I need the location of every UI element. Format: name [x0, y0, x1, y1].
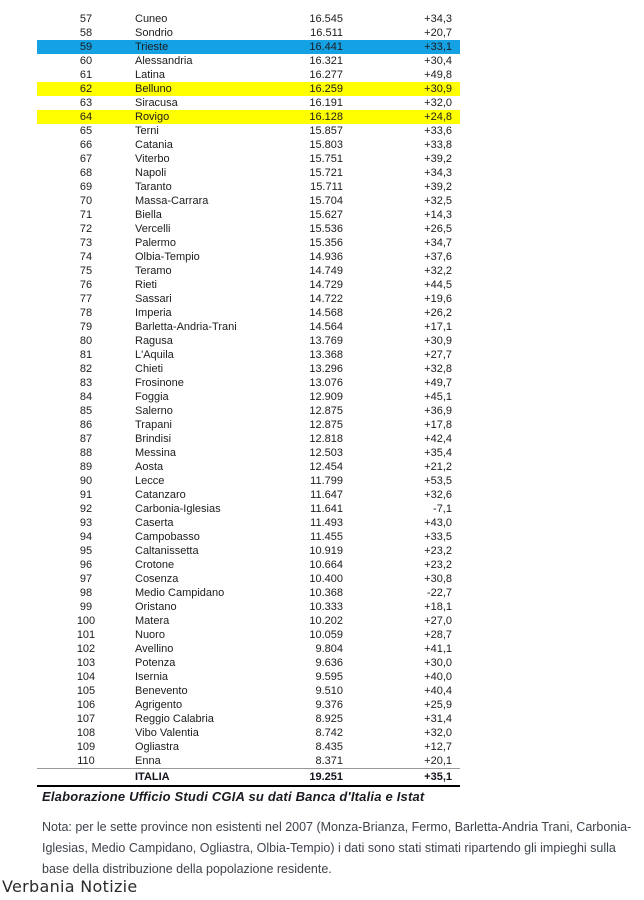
rank-cell: 58 [79, 27, 93, 39]
change-cell: +33,8 [424, 139, 452, 151]
value-cell: 11.455 [310, 531, 343, 543]
province-cell: Foggia [135, 391, 169, 403]
province-cell: Imperia [135, 307, 172, 319]
value-cell: 14.564 [309, 321, 343, 333]
change-cell: +30,4 [424, 55, 452, 67]
table-row [37, 320, 460, 334]
value-cell: 15.627 [309, 209, 343, 221]
rank-cell: 65 [79, 125, 93, 137]
table-row [37, 334, 460, 348]
change-cell: +43,0 [424, 517, 452, 529]
rank-cell: 101 [76, 629, 96, 641]
value-cell: 9.595 [315, 671, 343, 683]
note-line: base della distribuzione della popolazione residente. [42, 862, 332, 876]
rank-cell: 86 [79, 419, 93, 431]
value-cell: 10.368 [309, 587, 343, 599]
rank-cell: 94 [79, 531, 93, 543]
change-cell: +49,8 [424, 69, 452, 81]
table-row [37, 614, 460, 628]
rank-cell: 78 [79, 307, 93, 319]
table-row [37, 390, 460, 404]
change-cell: +30,0 [424, 657, 452, 669]
province-cell: Enna [135, 755, 161, 767]
value-cell: 8.742 [315, 727, 343, 739]
value-cell: 10.919 [309, 545, 343, 557]
province-cell: Frosinone [135, 377, 184, 389]
province-cell: Chieti [135, 363, 164, 375]
rank-cell: 61 [79, 69, 93, 81]
table-row [37, 432, 460, 446]
note-line: Nota: per le sette province non esistenti nel 2007 (Monza-Brianza, Fermo, Barletta-Andria Trani, Carbonia- [42, 820, 632, 834]
rank-cell: 105 [76, 685, 96, 697]
province-cell: Benevento [135, 685, 188, 697]
table-row [37, 698, 460, 712]
rank-cell: 70 [79, 195, 93, 207]
change-cell: +44,5 [424, 279, 452, 291]
rank-cell: 57 [79, 13, 93, 25]
province-cell: Messina [135, 447, 176, 459]
province-cell: Biella [135, 209, 162, 221]
value-cell: 16.191 [309, 97, 343, 109]
table-row [37, 712, 460, 726]
value-cell: 15.721 [309, 167, 343, 179]
rank-cell: 83 [79, 377, 93, 389]
province-cell: Ragusa [135, 335, 173, 347]
value-cell: 10.059 [309, 629, 343, 641]
rank-cell: 99 [79, 601, 93, 613]
table-row [37, 222, 460, 236]
province-cell: L'Aquila [135, 349, 174, 361]
rank-cell: 110 [77, 755, 95, 767]
change-cell: +21,2 [424, 461, 452, 473]
change-cell: +33,1 [424, 41, 452, 53]
value-cell: 16.259 [309, 83, 343, 95]
province-cell: Agrigento [135, 699, 183, 711]
note [42, 817, 632, 880]
table-row [37, 418, 460, 432]
value-cell: 8.435 [315, 741, 343, 753]
province-cell: Brindisi [135, 433, 172, 445]
rank-cell: 79 [79, 321, 93, 333]
province-cell: Cosenza [135, 573, 179, 585]
value-cell: 15.751 [309, 153, 343, 165]
change-cell: +49,7 [424, 377, 452, 389]
change-cell: +28,7 [424, 629, 452, 641]
value-cell: 15.536 [309, 223, 343, 235]
change-cell: +42,4 [424, 433, 452, 445]
rank-cell: 87 [79, 433, 93, 445]
change-cell: +34,7 [424, 237, 452, 249]
value-cell: 14.749 [309, 265, 343, 277]
change-cell: +23,2 [424, 545, 452, 557]
table-row [37, 488, 460, 502]
rank-cell: 60 [79, 55, 93, 67]
value-cell: 16.511 [310, 27, 343, 39]
table-row [37, 558, 460, 572]
province-cell: Nuoro [135, 629, 165, 641]
table-row [37, 656, 460, 670]
value-cell: 10.202 [309, 615, 343, 627]
table-row [37, 278, 460, 292]
table-row [37, 544, 460, 558]
site-name: Verbania Notizie [2, 877, 138, 896]
table-row [37, 586, 460, 600]
value-cell: 11.641 [310, 503, 343, 515]
value-cell: 11.647 [310, 489, 343, 501]
rank-cell: 69 [79, 181, 93, 193]
value-cell: 9.804 [315, 643, 343, 655]
table-row [37, 516, 460, 530]
value-cell: 9.636 [315, 657, 343, 669]
province-cell: Terni [135, 125, 159, 137]
value-cell: 15.857 [309, 125, 343, 137]
change-cell: +41,1 [424, 643, 452, 655]
rank-cell: 95 [79, 545, 93, 557]
change-cell: +30,9 [424, 83, 452, 95]
table-row [37, 26, 460, 40]
rank-cell: 104 [76, 671, 96, 683]
province-cell: Aosta [135, 461, 164, 473]
province-cell: Napoli [135, 167, 167, 179]
table-row [37, 502, 460, 516]
value-cell: 16.441 [309, 41, 343, 53]
rank-cell: 59 [79, 41, 93, 53]
table-body [37, 12, 460, 768]
rank-cell: 88 [79, 447, 93, 459]
province-cell: Ogliastra [135, 741, 180, 753]
province-cell: Caltanissetta [135, 545, 199, 557]
rank-cell: 96 [79, 559, 93, 571]
province-cell: Taranto [135, 181, 172, 193]
province-cell: Sassari [135, 293, 172, 305]
table-row [37, 236, 460, 250]
change-cell: +34,3 [424, 13, 452, 25]
change-cell: +14,3 [424, 209, 452, 221]
province-cell: Trapani [135, 419, 172, 431]
value-cell: 16.277 [309, 69, 343, 81]
province-cell: Avellino [135, 643, 174, 655]
value-cell: 16.321 [309, 55, 343, 67]
province-cell: Catanzaro [135, 489, 186, 501]
province-cell: Catania [135, 139, 173, 151]
rank-cell: 98 [79, 587, 93, 599]
rank-cell: 107 [76, 713, 96, 725]
province-cell: Belluno [135, 83, 172, 95]
change-cell: +36,9 [424, 405, 452, 417]
rank-cell: 84 [79, 391, 93, 403]
table-row [37, 348, 460, 362]
province-cell: Viterbo [135, 153, 170, 165]
table-row [37, 124, 460, 138]
table-row [37, 264, 460, 278]
value-cell: 15.704 [309, 195, 343, 207]
value-cell: 10.664 [309, 559, 343, 571]
table-row [37, 530, 460, 544]
value-cell: 12.909 [309, 391, 343, 403]
table-row [37, 572, 460, 586]
change-cell: +26,5 [424, 223, 452, 235]
province-cell: Vibo Valentia [135, 727, 199, 739]
change-cell: +20,7 [424, 27, 452, 39]
table-row [37, 96, 460, 110]
table-row [37, 600, 460, 614]
rank-cell: 64 [79, 111, 93, 123]
value-cell: 11.493 [310, 517, 343, 529]
value-cell: 8.371 [315, 755, 343, 767]
change-cell: -22,7 [426, 587, 452, 599]
rank-cell: 72 [79, 223, 93, 235]
change-cell: +30,8 [424, 573, 452, 585]
table-row [37, 110, 460, 124]
province-cell: Campobasso [135, 531, 200, 543]
table-row [37, 180, 460, 194]
change-cell: +17,8 [424, 419, 452, 431]
change-cell: +19,6 [424, 293, 452, 305]
change-cell: +40,0 [424, 671, 452, 683]
change-cell: +37,6 [424, 251, 452, 263]
province-cell: Oristano [135, 601, 177, 613]
province-cell: Medio Campidano [135, 587, 225, 599]
value-cell: 14.729 [309, 279, 343, 291]
value-cell: 11.799 [310, 475, 343, 487]
rank-cell: 63 [79, 97, 93, 109]
province-cell: Trieste [135, 41, 169, 53]
total-label: ITALIA [135, 771, 170, 783]
province-cell: Reggio Calabria [135, 713, 214, 725]
change-cell: +31,4 [424, 713, 452, 725]
change-cell: -7,1 [433, 503, 452, 515]
value-cell: 9.376 [315, 699, 343, 711]
change-cell: +39,2 [424, 153, 452, 165]
province-cell: Barletta-Andria-Trani [135, 321, 237, 333]
value-cell: 12.503 [309, 447, 343, 459]
change-cell: +40,4 [424, 685, 452, 697]
total-change-cell: +35,1 [424, 771, 452, 783]
rank-cell: 97 [79, 573, 93, 585]
change-cell: +39,2 [424, 181, 452, 193]
change-cell: +53,5 [424, 475, 452, 487]
change-cell: +12,7 [424, 741, 452, 753]
province-cell: Rovigo [135, 111, 170, 123]
province-cell: Carbonia-Iglesias [135, 503, 221, 515]
table-row [37, 460, 460, 474]
province-cell: Salerno [135, 405, 173, 417]
change-cell: +35,4 [424, 447, 452, 459]
value-cell: 15.356 [309, 237, 343, 249]
rank-cell: 108 [76, 727, 96, 739]
province-cell: Olbia-Tempio [135, 251, 200, 263]
rank-cell: 66 [79, 139, 93, 151]
value-cell: 16.128 [309, 111, 343, 123]
rank-cell: 80 [79, 335, 93, 347]
table-row [37, 670, 460, 684]
rank-cell: 92 [79, 503, 93, 515]
province-cell: Massa-Carrara [135, 195, 209, 207]
province-cell: Caserta [135, 517, 174, 529]
rank-cell: 109 [76, 741, 96, 753]
rank-cell: 89 [79, 461, 93, 473]
value-cell: 14.722 [309, 293, 343, 305]
change-cell: +32,6 [424, 489, 452, 501]
value-cell: 12.454 [309, 461, 343, 473]
rank-cell: 62 [79, 83, 93, 95]
table-total-row [37, 768, 460, 787]
change-cell: +33,6 [424, 125, 452, 137]
province-cell: Palermo [135, 237, 176, 249]
table-row [37, 208, 460, 222]
rank-cell: 93 [79, 517, 93, 529]
province-cell: Siracusa [135, 97, 178, 109]
change-cell: +25,9 [424, 699, 452, 711]
value-cell: 12.875 [309, 405, 343, 417]
value-cell: 12.875 [309, 419, 343, 431]
change-cell: +32,5 [424, 195, 452, 207]
value-cell: 15.803 [309, 139, 343, 151]
province-cell: Teramo [135, 265, 172, 277]
province-cell: Sondrio [135, 27, 173, 39]
table-row [37, 138, 460, 152]
table-row [37, 362, 460, 376]
value-cell: 12.818 [309, 433, 343, 445]
province-cell: Potenza [135, 657, 176, 669]
value-cell: 8.925 [315, 713, 343, 725]
table-row [37, 754, 460, 768]
table-row [37, 642, 460, 656]
value-cell: 14.936 [309, 251, 343, 263]
rank-cell: 91 [79, 489, 93, 501]
value-cell: 9.510 [315, 685, 343, 697]
change-cell: +17,1 [424, 321, 452, 333]
value-cell: 13.368 [309, 349, 343, 361]
change-cell: +32,0 [424, 97, 452, 109]
change-cell: +32,2 [424, 265, 452, 277]
change-cell: +18,1 [424, 601, 452, 613]
province-cell: Matera [135, 615, 170, 627]
value-cell: 15.711 [310, 181, 343, 193]
rank-cell: 82 [79, 363, 93, 375]
rank-cell: 71 [79, 209, 93, 221]
rank-cell: 67 [79, 153, 93, 165]
value-cell: 10.400 [309, 573, 343, 585]
rank-cell: 100 [76, 615, 96, 627]
total-value-cell: 19.251 [309, 771, 343, 783]
value-cell: 13.076 [309, 377, 343, 389]
change-cell: +24,8 [424, 111, 452, 123]
source-attribution: Elaborazione Ufficio Studi CGIA su dati Banca d'Italia e Istat [42, 789, 425, 804]
table-row [37, 628, 460, 642]
province-cell: Lecce [135, 475, 165, 487]
rank-cell: 76 [79, 279, 93, 291]
change-cell: +30,9 [424, 335, 452, 347]
value-cell: 10.333 [309, 601, 343, 613]
table-row [37, 306, 460, 320]
rank-cell: 74 [79, 251, 93, 263]
table-row [37, 40, 460, 54]
rank-cell: 75 [79, 265, 93, 277]
rank-cell: 77 [79, 293, 93, 305]
change-cell: +45,1 [424, 391, 452, 403]
table-row [37, 684, 460, 698]
table-row [37, 68, 460, 82]
rank-cell: 103 [76, 657, 96, 669]
change-cell: +20,1 [424, 755, 452, 767]
table-row [37, 166, 460, 180]
table-row [37, 152, 460, 166]
table-row [37, 250, 460, 264]
province-cell: Rieti [135, 279, 158, 291]
table-row [37, 12, 460, 26]
rank-cell: 73 [79, 237, 93, 249]
rank-cell: 102 [76, 643, 96, 655]
table-row [37, 54, 460, 68]
province-cell: Cuneo [135, 13, 168, 25]
rank-cell: 106 [76, 699, 96, 711]
value-cell: 14.568 [309, 307, 343, 319]
change-cell: +26,2 [424, 307, 452, 319]
change-cell: +27,7 [424, 349, 452, 361]
rank-cell: 81 [79, 349, 93, 361]
table-row [37, 404, 460, 418]
province-cell: Latina [135, 69, 165, 81]
province-cell: Crotone [135, 559, 175, 571]
change-cell: +33,5 [424, 531, 452, 543]
change-cell: +34,3 [424, 167, 452, 179]
rank-cell: 90 [79, 475, 93, 487]
table-row [37, 376, 460, 390]
table-row [37, 292, 460, 306]
change-cell: +23,2 [424, 559, 452, 571]
table-row [37, 740, 460, 754]
province-cell: Isernia [135, 671, 169, 683]
change-cell: +32,8 [424, 363, 452, 375]
rank-cell: 68 [79, 167, 93, 179]
change-cell: +27,0 [424, 615, 452, 627]
province-ranking-table [37, 12, 460, 787]
note-line: Iglesias, Medio Campidano, Ogliastra, Olbia-Tempio) i dati sono stati stimati ripartendo gli impieghi sulla [42, 841, 616, 855]
province-cell: Vercelli [135, 223, 171, 235]
change-cell: +32,0 [424, 727, 452, 739]
value-cell: 13.296 [309, 363, 343, 375]
table-row [37, 82, 460, 96]
table-row [37, 446, 460, 460]
table-row [37, 726, 460, 740]
province-cell: Alessandria [135, 55, 193, 67]
table-row [37, 194, 460, 208]
rank-cell: 85 [79, 405, 93, 417]
table-row [37, 474, 460, 488]
value-cell: 13.769 [309, 335, 343, 347]
value-cell: 16.545 [309, 13, 343, 25]
